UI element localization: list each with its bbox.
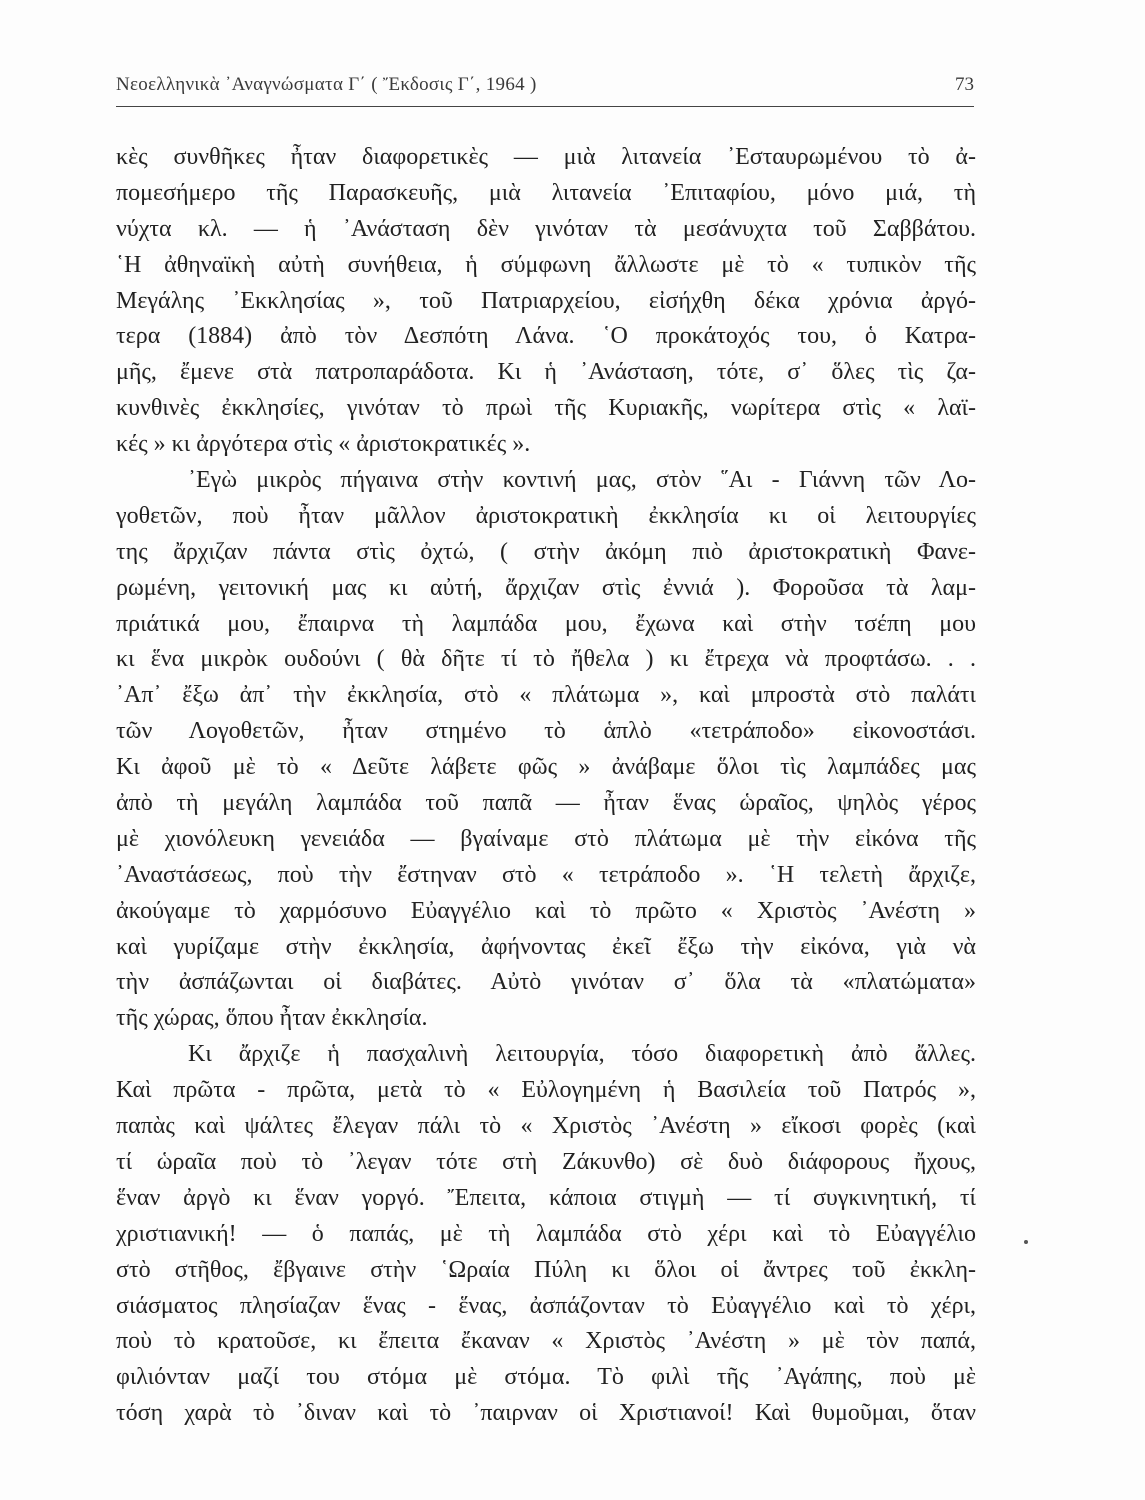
text-line: τῶν Λογοθετῶν, ἦταν στημένο τὸ ἁπλὸ «τετράποδο» εἰκονοστάσι. — [116, 718, 976, 745]
page-number: 73 — [955, 74, 974, 95]
text-line: σιάσματος πλησίαζαν ἕνας - ἕνας, ἀσπάζονταν τὸ Εὐαγγέλιο καὶ τὸ χέρι, — [116, 1292, 976, 1319]
text-line: τί ὡραῖα ποὺ τὸ ᾿λεγαν τότε στὴ Ζάκυνθο) σὲ δυὸ διάφορους ἤχους, — [116, 1148, 976, 1175]
text-line: κυνθινὲς ἐκκλησίες, γινόταν τὸ πρωὶ τῆς Κυριακῆς, νωρίτερα στὶς « λαϊ- — [116, 395, 976, 422]
text-line: νύχτα κλ. — ἡ ᾿Ανάσταση δὲν γινόταν τὰ μεσάνυχτα τοῦ Σαββάτου. — [116, 215, 976, 242]
running-head — [116, 74, 974, 104]
text-line: πομεσήμερο τῆς Παρασκευῆς, μιὰ λιτανεία ᾿Επιταφίου, μόνο μιά, τὴ — [116, 179, 976, 206]
header-rule — [116, 106, 974, 107]
text-line: ᾿Αναστάσεως, ποὺ τὴν ἔστηναν στὸ « τετράποδο ». ῾Η τελετὴ ἄρχιζε, — [116, 861, 976, 888]
paragraph-start-line: Κι ἄρχιζε ἡ πασχαλινὴ λειτουργία, τόσο διαφορετικὴ ἀπὸ ἄλλες. — [188, 1041, 976, 1068]
text-line: χριστιανική! — ὁ παπάς, μὲ τὴ λαμπάδα στὸ χέρι καὶ τὸ Εὐαγγέλιο — [116, 1220, 976, 1247]
text-line: τερα (1884) ἀπὸ τὸν Δεσπότη Λάνα. ῾Ο προκάτοχός του, ὁ Κατρα- — [116, 323, 976, 350]
text-line: τόση χαρὰ τὸ ᾿διναν καὶ τὸ ᾿παιρναν οἱ Χριστιανοί! Καὶ θυμοῦμαι, ὅταν — [116, 1400, 976, 1427]
text-line: ἕναν ἀργὸ κι ἕναν γοργό. Ἔπειτα, κάποια στιγμὴ — τί συγκινητική, τί — [116, 1184, 976, 1211]
text-line: τὴν ἀσπάζωνται οἱ διαβάτες. Αὐτὸ γινόταν σ᾿ ὅλα τὰ «πλατώματα» — [116, 969, 976, 996]
text-line: ῾Η ἀθηναϊκὴ αὐτὴ συνήθεια, ἡ σύμφωνη ἄλλωστε μὲ τὸ « τυπικὸν τῆς — [116, 251, 976, 278]
text-line: μὲ χιονόλευκη γενειάδα — βγαίναμε στὸ πλάτωμα μὲ τὴν εἰκόνα τῆς — [116, 825, 976, 852]
ink-speck — [1024, 1240, 1028, 1244]
paragraph-end-line: κές » κι ἀργότερα στὶς « ἀριστοκρατικές ». — [116, 431, 531, 458]
text-line: κι ἕνα μικρὸκ ουδούνι ( θὰ δῆτε τί τὸ ἤθελα ) κι ἔτρεχα νὰ προφτάσω. . . — [116, 646, 976, 673]
text-line: παπὰς καὶ ψάλτες ἔλεγαν πάλι τὸ « Χριστὸς ᾿Ανέστη » εἴκοσι φορὲς (καὶ — [116, 1113, 976, 1140]
paragraph-start-line: ᾿Εγὼ μικρὸς πήγαινα στὴν κοντινή μας, στὸν ῞Αι - Γιάννη τῶν Λο- — [188, 467, 976, 494]
text-line: της ἄρχιζαν πάντα στὶς ὀχτώ, ( στὴν ἀκόμη πιὸ ἀριστοκρατικὴ Φανε- — [116, 538, 976, 565]
running-head-title: Νεοελληνικὰ ᾿Αναγνώσματα Γ΄ ( Ἔκδοσις Γ΄, 1964 ) — [116, 74, 537, 95]
text-line: ᾿Απ᾿ ἔξω ἀπ᾿ τὴν ἐκκλησία, στὸ « πλάτωμα », καὶ μπροστὰ στὸ παλάτι — [116, 682, 976, 709]
text-line: φιλιόνταν μαζί του στόμα μὲ στόμα. Τὸ φιλὶ τῆς ᾿Αγάπης, ποὺ μὲ — [116, 1364, 976, 1391]
text-line: Καὶ πρῶτα - πρῶτα, μετὰ τὸ « Εὐλογημένη ἡ Βασιλεία τοῦ Πατρός », — [116, 1077, 976, 1104]
text-line: ρωμένη, γειτονική μας κι αὐτή, ἄρχιζαν στὶς ἐννιά ). Φοροῦσα τὰ λαμ- — [116, 574, 976, 601]
body-text — [116, 140, 976, 1432]
text-line: Κι ἀφοῦ μὲ τὸ « Δεῦτε λάβετε φῶς » ἀνάβαμε ὅλοι τὶς λαμπάδες μας — [116, 754, 976, 781]
text-line: Μεγάλης ᾿Εκκλησίας », τοῦ Πατριαρχείου, εἰσήχθη δέκα χρόνια ἀργό- — [116, 287, 976, 314]
text-line: πριάτικά μου, ἔπαιρνα τὴ λαμπάδα μου, ἔχωνα καὶ στὴν τσέπη μου — [116, 610, 976, 637]
text-line: γοθετῶν, ποὺ ἦταν μᾶλλον ἀριστοκρατικὴ ἐκκλησία κι οἱ λειτουργίες — [116, 502, 976, 529]
text-line: στὸ στῆθος, ἔβγαινε στὴν ῾Ωραία Πύλη κι ὅλοι οἱ ἄντρες τοῦ ἐκκλη- — [116, 1256, 976, 1283]
text-line: κὲς συνθῆκες ἦταν διαφορετικὲς — μιὰ λιτανεία ᾿Εσταυρωμένου τὸ ἀ- — [116, 144, 976, 170]
text-line: ἀπὸ τὴ μεγάλη λαμπάδα τοῦ παπᾶ — ἦταν ἕνας ὡραῖος, ψηλὸς γέρος — [116, 790, 976, 817]
paragraph-end-line: τῆς χώρας, ὅπου ἦταν ἐκκλησία. — [116, 1005, 428, 1032]
text-line: μῆς, ἔμενε στὰ πατροπαράδοτα. Κι ἡ ᾿Ανάσταση, τότε, σ᾿ ὅλες τὶς ζα- — [116, 359, 976, 386]
text-line: ποὺ τὸ κρατοῦσε, κι ἔπειτα ἔκαναν « Χριστὸς ᾿Ανέστη » μὲ τὸν παπά, — [116, 1328, 976, 1355]
text-line: ἀκούγαμε τὸ χαρμόσυνο Εὐαγγέλιο καὶ τὸ πρῶτο « Χριστὸς ᾿Ανέστη » — [116, 897, 976, 924]
text-line: καὶ γυρίζαμε στὴν ἐκκλησία, ἀφήνοντας ἐκεῖ ἔξω τὴν εἰκόνα, γιὰ νὰ — [116, 933, 976, 960]
